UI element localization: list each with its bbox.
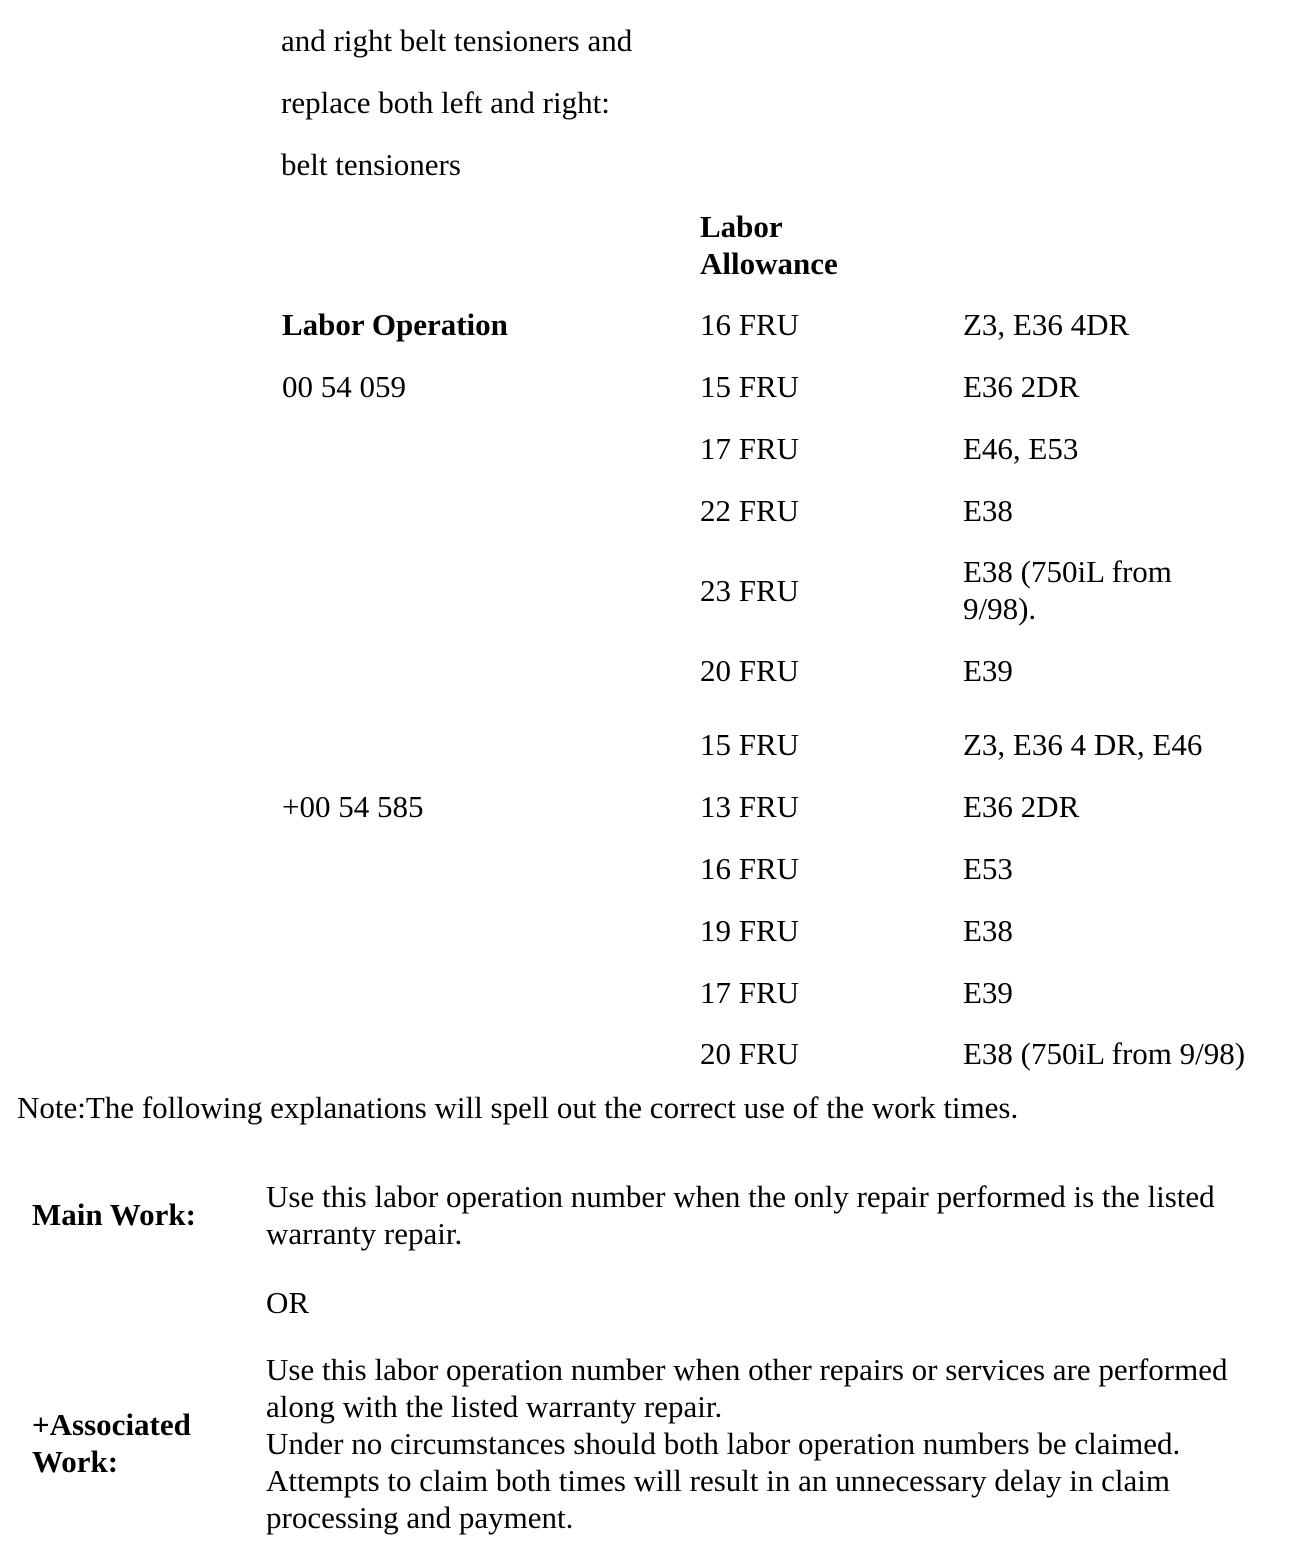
note-text: Note:The following explanations will spell out the correct use of the work times. — [17, 1090, 1019, 1125]
associated-work-text-1: Use this labor operation number when other repairs or services are performed along with the listed warranty repair. — [266, 1352, 1228, 1424]
fru-value: 15 FRU — [700, 727, 800, 762]
model-list: E39 — [963, 653, 1013, 688]
model-list: E36 2DR — [963, 369, 1080, 404]
fru-value: 20 FRU — [700, 653, 800, 688]
model-list: E38 (750iL from 9/98) — [963, 1036, 1246, 1071]
main-work-label: Main Work: — [32, 1197, 196, 1232]
fru-value: 17 FRU — [700, 975, 800, 1010]
fru-value: 17 FRU — [700, 431, 800, 466]
fru-value: 20 FRU — [700, 1036, 800, 1071]
associated-work-text-2: Under no circumstances should both labor operation numbers be claimed. — [266, 1426, 1181, 1461]
fru-value: 16 FRU — [700, 851, 800, 886]
associated-work-description — [266, 1351, 1286, 1536]
intro-line-3: belt tensioners — [281, 147, 461, 182]
fru-value: 15 FRU — [700, 369, 800, 404]
operation-code-associated: +00 54 585 — [282, 789, 424, 824]
fru-value: 13 FRU — [700, 789, 800, 824]
operation-code-main: 00 54 059 — [282, 369, 406, 404]
model-list: Z3, E36 4 DR, E46 — [963, 727, 1203, 762]
model-list: E36 2DR — [963, 789, 1080, 824]
fru-value: 23 FRU — [700, 573, 800, 608]
labor-allowance-header: Labor Allowance — [700, 209, 838, 281]
model-list: E53 — [963, 851, 1013, 886]
model-list: E38 — [963, 493, 1013, 528]
associated-work-text-3: Attempts to claim both times will result in an unnecessary delay in claim processing and payment. — [266, 1463, 1170, 1535]
main-work-description: Use this labor operation number when the only repair performed is the listed warranty repair. — [266, 1179, 1215, 1251]
intro-line-2: replace both left and right: — [281, 85, 610, 120]
associated-work-label: +Associated Work: — [32, 1407, 191, 1479]
fru-value: 16 FRU — [700, 307, 800, 342]
model-list: E38 (750iL from 9/98). — [963, 554, 1172, 626]
fru-value: 19 FRU — [700, 913, 800, 948]
model-list: E46, E53 — [963, 431, 1079, 466]
fru-value: 22 FRU — [700, 493, 800, 528]
or-separator: OR — [266, 1285, 310, 1320]
model-list: E38 — [963, 913, 1013, 948]
intro-line-1: and right belt tensioners and — [281, 23, 633, 58]
model-list: Z3, E36 4DR — [963, 307, 1130, 342]
model-list: E39 — [963, 975, 1013, 1010]
labor-operation-header: Labor Operation — [282, 307, 508, 342]
